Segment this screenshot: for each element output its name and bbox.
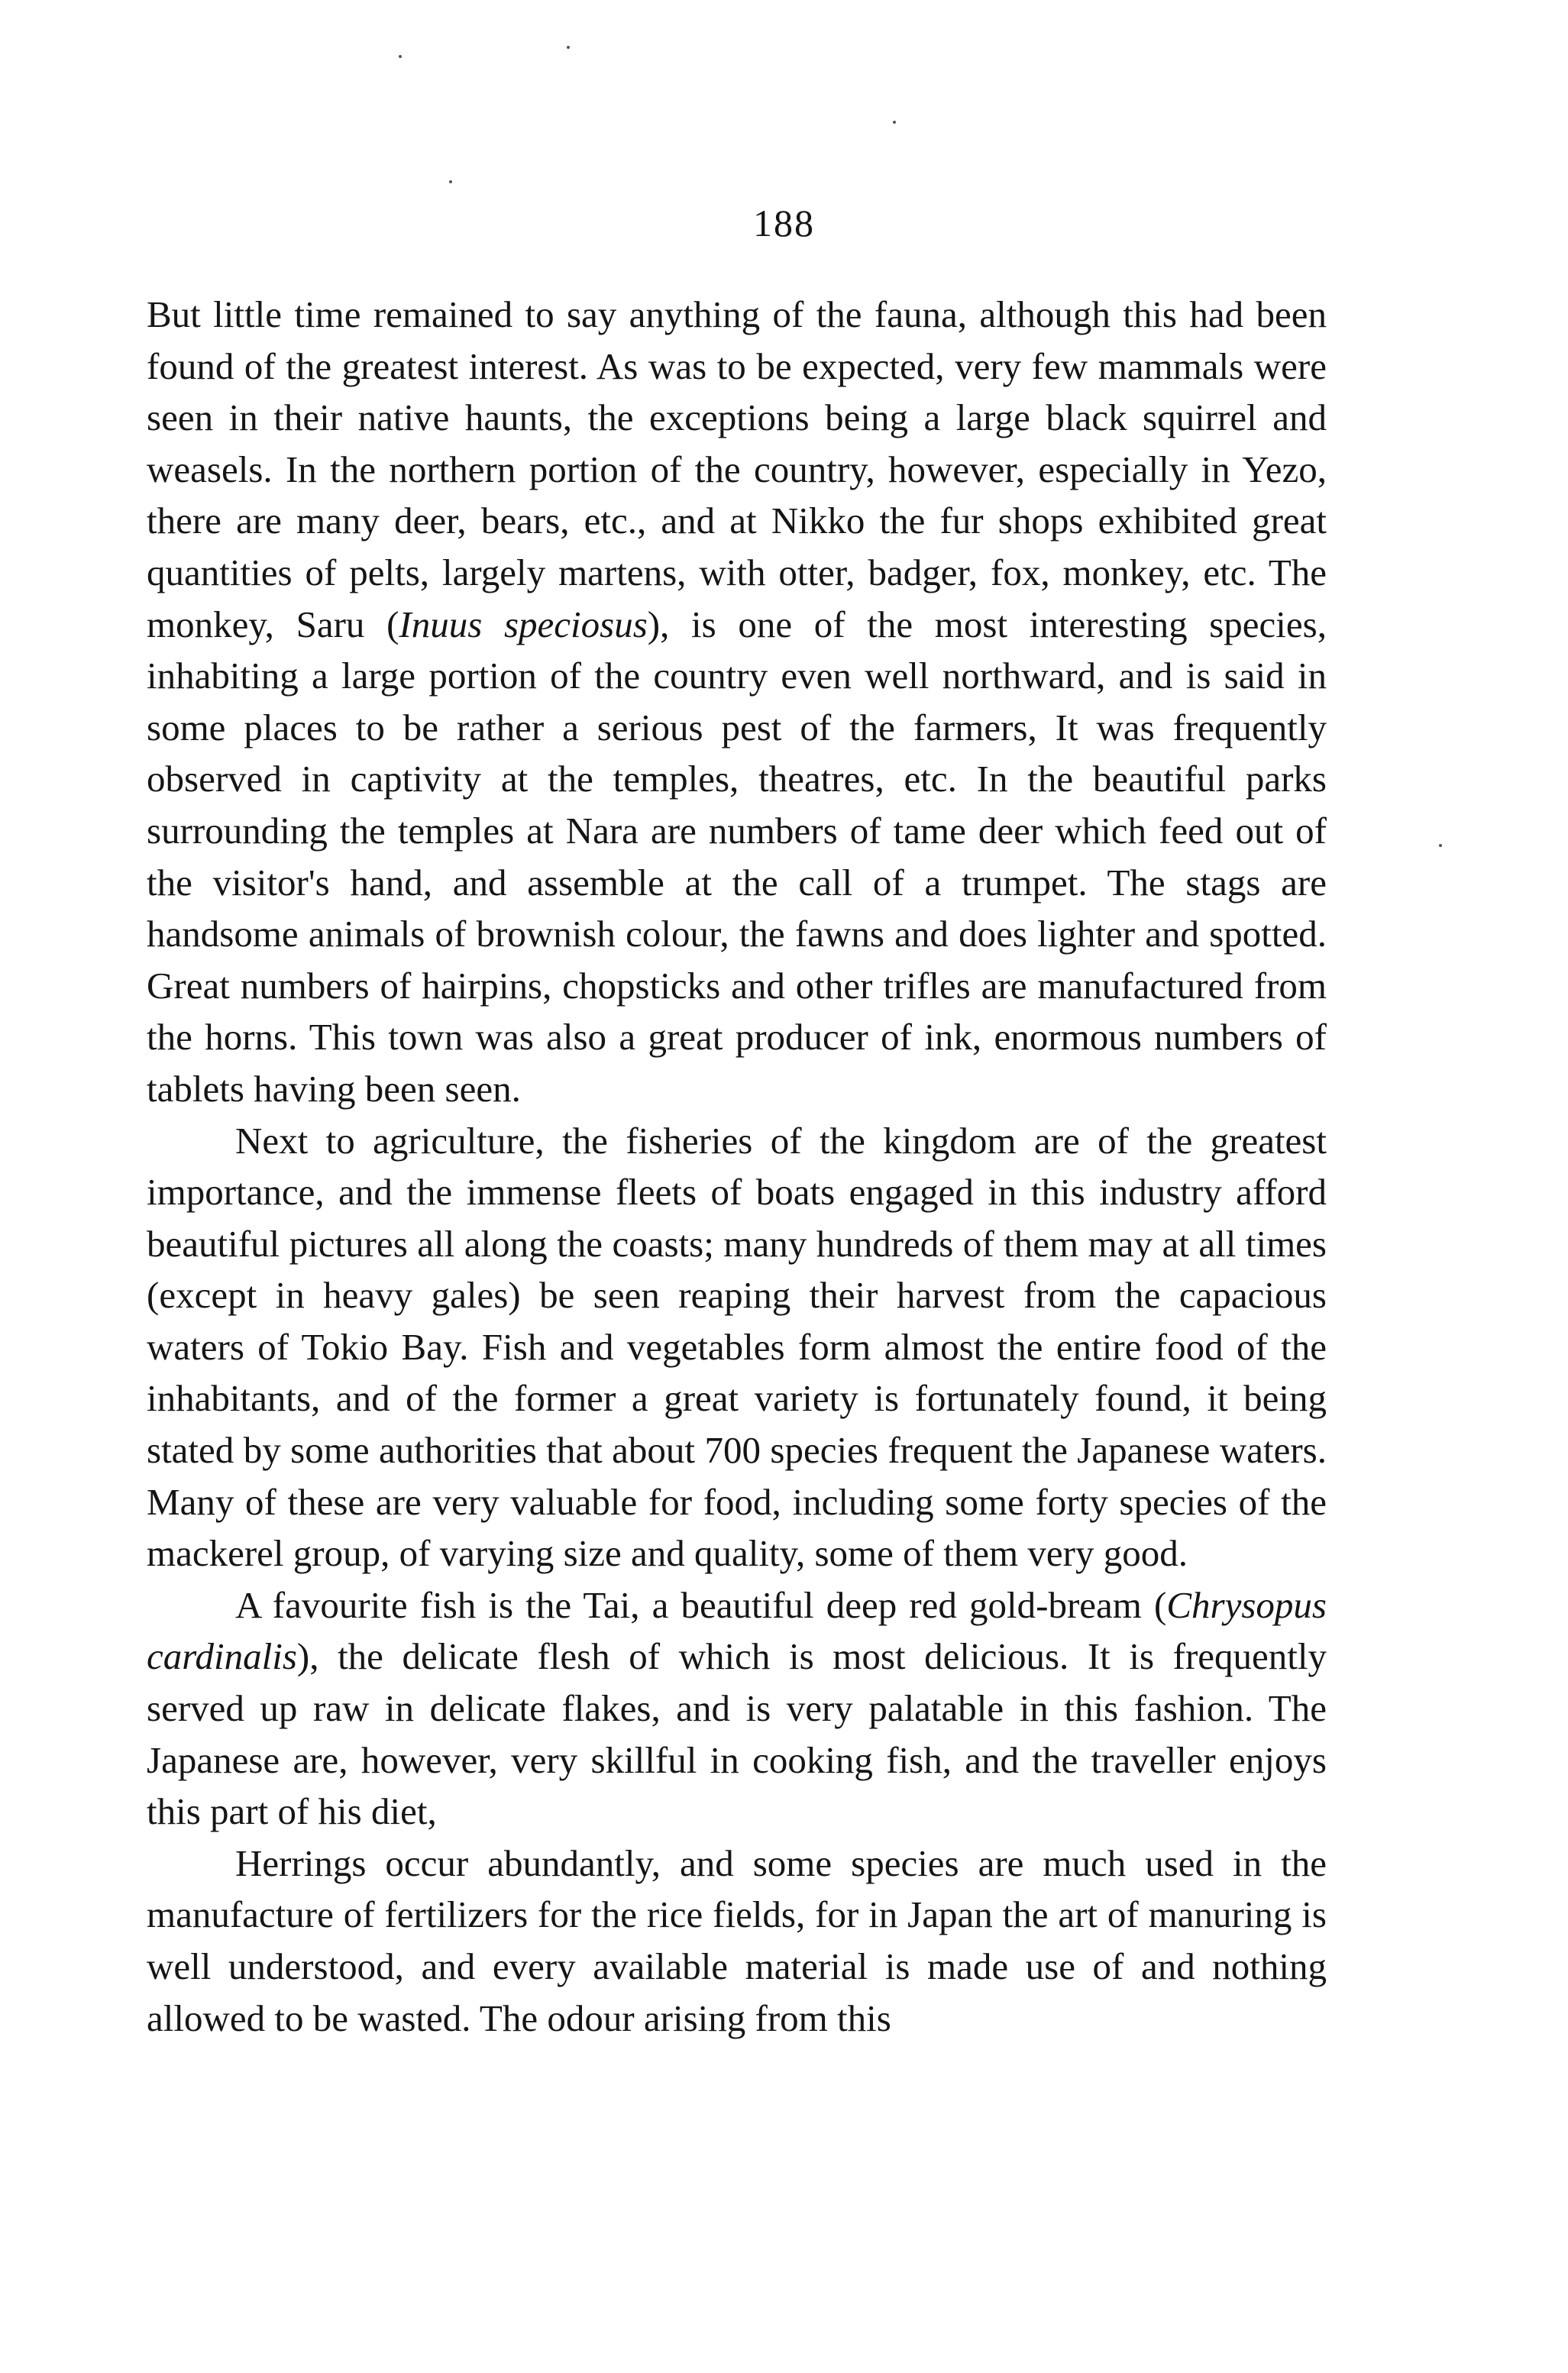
paragraph bbox=[147, 1115, 1327, 1579]
paragraph bbox=[147, 289, 1327, 1115]
paragraph-text: A favourite fish is the Tai, a beautiful deep red gold-bream ( bbox=[235, 1583, 1167, 1626]
italic-species-name: Chrysopus cardinalis bbox=[147, 1583, 1327, 1678]
paragraph-text: Herrings occur abundantly, and some species are much used in the manufacture of fertilizers for the rice fields, for in Japan the art of manuring is well understood, and every available material is made use of and nothing allowed to be wasted. The odour arising from this bbox=[147, 1841, 1327, 2039]
paragraph bbox=[147, 1579, 1327, 1838]
scan-speck bbox=[1439, 844, 1442, 847]
scan-speck bbox=[449, 180, 452, 183]
paragraph-text: Next to agriculture, the fisheries of the kingdom are of the greatest importance, and the immense fleets of boats engaged in this industry afford beautiful pictures all along the coasts; many hundreds of them may at all times (except in heavy gales) be seen reaping their harvest from the capacious waters of Tokio Bay. Fish and vegetables form almost the entire food of the inhabitants, and of the former a great variety is fortunately found, it being stated by some authorities that about 700 species frequent the Japanese waters. Many of these are very valuable for food, including some forty species of the mackerel group, of varying size and quality, some of them very good. bbox=[147, 1119, 1327, 1575]
scan-speck bbox=[399, 55, 402, 58]
body-text bbox=[147, 289, 1327, 2044]
paragraph-text: ), the delicate flesh of which is most delicious. It is frequently served up raw in delicate flakes, and is very palatable in this fashion. The Japanese are, however, very skillful in cooking fish, and the traveller enjoys this part of his diet, bbox=[147, 1635, 1327, 1833]
italic-species-name: Inuus speciosus bbox=[399, 603, 648, 645]
page-number: 188 bbox=[753, 202, 815, 244]
scan-speck bbox=[567, 46, 570, 49]
scan-speck bbox=[893, 121, 896, 124]
paragraph bbox=[147, 1838, 1327, 2044]
paragraph-text: But little time remained to say anything of the fauna, although this had been found of the greatest interest. As was to be expected, very few mammals were seen in their native haunts, the exceptions being a large black squirrel and weasels. In the northern portion of the country, however, especially in Yezo, there are many deer, bears, etc., and at Nikko the fur shops exhibited great quantities of pelts, largely martens, with otter, badger, fox, monkey, etc. The monkey, Saru ( bbox=[147, 293, 1327, 645]
paragraph-text: ), is one of the most interesting species, inhabiting a large portion of the country even well northward, and is said in some places to be rather a serious pest of the farmers, It was frequently observed in captivity at the temples, theatres, etc. In the beautiful parks surrounding the temples at Nara are numbers of tame deer which feed out of the visitor's hand, and assemble at the call of a trumpet. The stags are handsome animals of brownish colour, the fawns and does lighter and spotted. Great numbers of hairpins, chopsticks and other trifles are manufactured from the horns. This town was also a great producer of ink, enormous numbers of tablets having been seen. bbox=[147, 603, 1327, 1110]
